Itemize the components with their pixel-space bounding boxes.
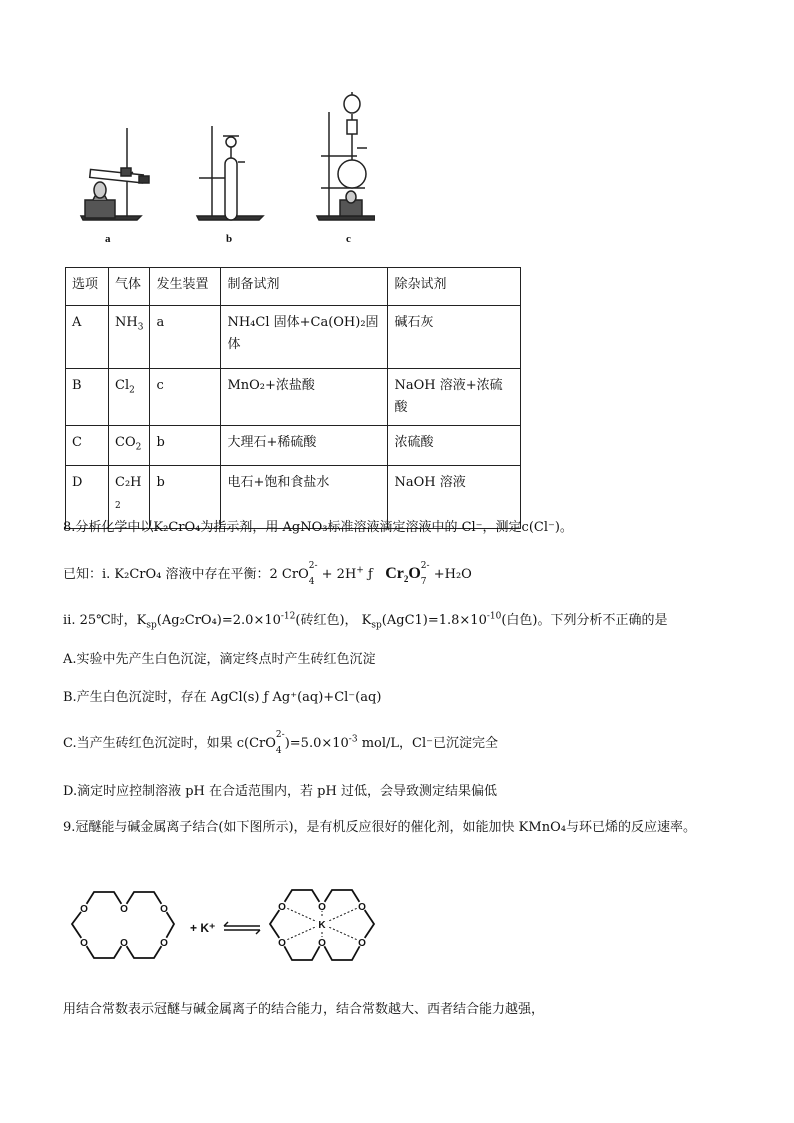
cell-gas: $NH_3$ xyxy=(109,306,150,369)
svg-text:O: O xyxy=(120,904,128,915)
table-header-row xyxy=(66,268,521,306)
header-device: 发生装置 xyxy=(150,268,221,306)
crown-ether-figure xyxy=(66,880,396,975)
apparatus-c-drawing xyxy=(317,92,375,220)
equilibrium-arrow xyxy=(224,922,260,934)
q8-known-i: 已知：ⅰ. K₂CrO₄ 溶液中存在平衡：2 CrO$^{2-}$ $_4$ + 2H+ ƒ $Cr_2O^{2-}$ $_7$ +H₂O xyxy=(63,561,472,587)
figure-center-k: K xyxy=(318,920,326,931)
cell-device: c xyxy=(150,369,221,426)
cell-reagent: MnO₂+浓盐酸 xyxy=(221,369,388,426)
q9-stem: 9.冠醚能与碱金属离子结合(如下图所示)，是有机反应很好的催化剂，如能加快 KMnO₄与环已烯的反应速率。 xyxy=(63,820,696,835)
apparatus-a-drawing xyxy=(81,128,149,220)
header-purifier: 除杂试剂 xyxy=(388,268,521,306)
cell-device: a xyxy=(150,306,221,369)
crown-ether-free-oxygens xyxy=(79,903,169,949)
cell-reagent: NH₄Cl 固体+Ca(OH)₂固体 xyxy=(221,306,388,369)
apparatus-label-a: a xyxy=(105,233,111,245)
cell-purifier: 碱石灰 xyxy=(388,306,521,369)
cell-device: b xyxy=(150,426,221,466)
svg-text:O: O xyxy=(160,938,168,949)
q8-option-a: A.实验中先产生白色沉淀，滴定终点时产生砖红色沉淀 xyxy=(63,652,376,667)
cell-option: B xyxy=(66,369,109,426)
q8-stem: 8.分析化学中以K₂CrO₄为指示剂，用 AgNO₃标准溶液滴定溶液中的 Cl⁻，测定c(Cl⁻)。 xyxy=(63,520,573,535)
cell-purifier: NaOH 溶液+浓硫酸 xyxy=(388,369,521,426)
svg-text:O: O xyxy=(318,902,326,913)
apparatus-label-b: b xyxy=(226,233,233,245)
cell-device: b xyxy=(150,465,221,528)
header-reagent: 制备试剂 xyxy=(221,268,388,306)
table-row xyxy=(66,306,521,369)
svg-text:O: O xyxy=(80,904,88,915)
cell-gas: $CO_2$ xyxy=(109,426,150,466)
svg-text:O: O xyxy=(358,902,366,913)
svg-text:O: O xyxy=(80,938,88,949)
svg-text:O: O xyxy=(120,938,128,949)
q8-option-b: B.产生白色沉淀时，存在 AgCl(s) ƒ Ag⁺(aq)+Cl⁻(aq) xyxy=(63,690,382,705)
cell-reagent: 大理石+稀硫酸 xyxy=(221,426,388,466)
q8-option-c: C.当产生砖红色沉淀时，如果 c(CrO$^{2-}$ $_4$ )$=5.0\times 10^{-3}$ mol/L，Cl⁻已沉淀完全 xyxy=(63,730,498,756)
q8-option-d: D.滴定时应控制溶液 pH 在合适范围内，若 pH 过低，会导致测定结果偏低 xyxy=(63,784,497,799)
apparatus-label-c: c xyxy=(346,233,351,245)
options-table xyxy=(65,267,521,529)
cell-gas: $Cl_2$ xyxy=(109,369,150,426)
apparatus-b-drawing xyxy=(197,126,263,220)
cell-reagent: 电石+饱和食盐水 xyxy=(221,465,388,528)
figure-plus-k: + K⁺ xyxy=(190,921,216,935)
svg-text:O: O xyxy=(278,902,286,913)
svg-text:O: O xyxy=(318,938,326,949)
cell-purifier: 浓硫酸 xyxy=(388,426,521,466)
q8-known-ii: ⅱ. 25℃时，$K_{sp}(Ag_2CrO_4)=2.0\times 10^{-12}$(砖红色)， $K_{sp}(AgC1)=1.8\times 10^{-10}$(白色)。下列分析不正确的是 xyxy=(63,611,668,631)
cell-gas: C₂H 2 xyxy=(109,465,150,528)
table-row xyxy=(66,426,521,466)
crown-ether-complex-oxygens xyxy=(277,901,367,949)
table-row xyxy=(66,369,521,426)
svg-text:O: O xyxy=(358,938,366,949)
q9-note: 用结合常数表示冠醚与碱金属离子的结合能力，结合常数越大、西者结合能力越强， xyxy=(63,1002,545,1017)
cell-option: A xyxy=(66,306,109,369)
svg-text:O: O xyxy=(160,904,168,915)
header-gas: 气体 xyxy=(109,268,150,306)
header-option: 选项 xyxy=(66,268,109,306)
apparatus-figure xyxy=(75,88,375,248)
cell-option: D xyxy=(66,465,109,528)
cell-option: C xyxy=(66,426,109,466)
svg-text:O: O xyxy=(278,938,286,949)
cell-purifier: NaOH 溶液 xyxy=(388,465,521,528)
